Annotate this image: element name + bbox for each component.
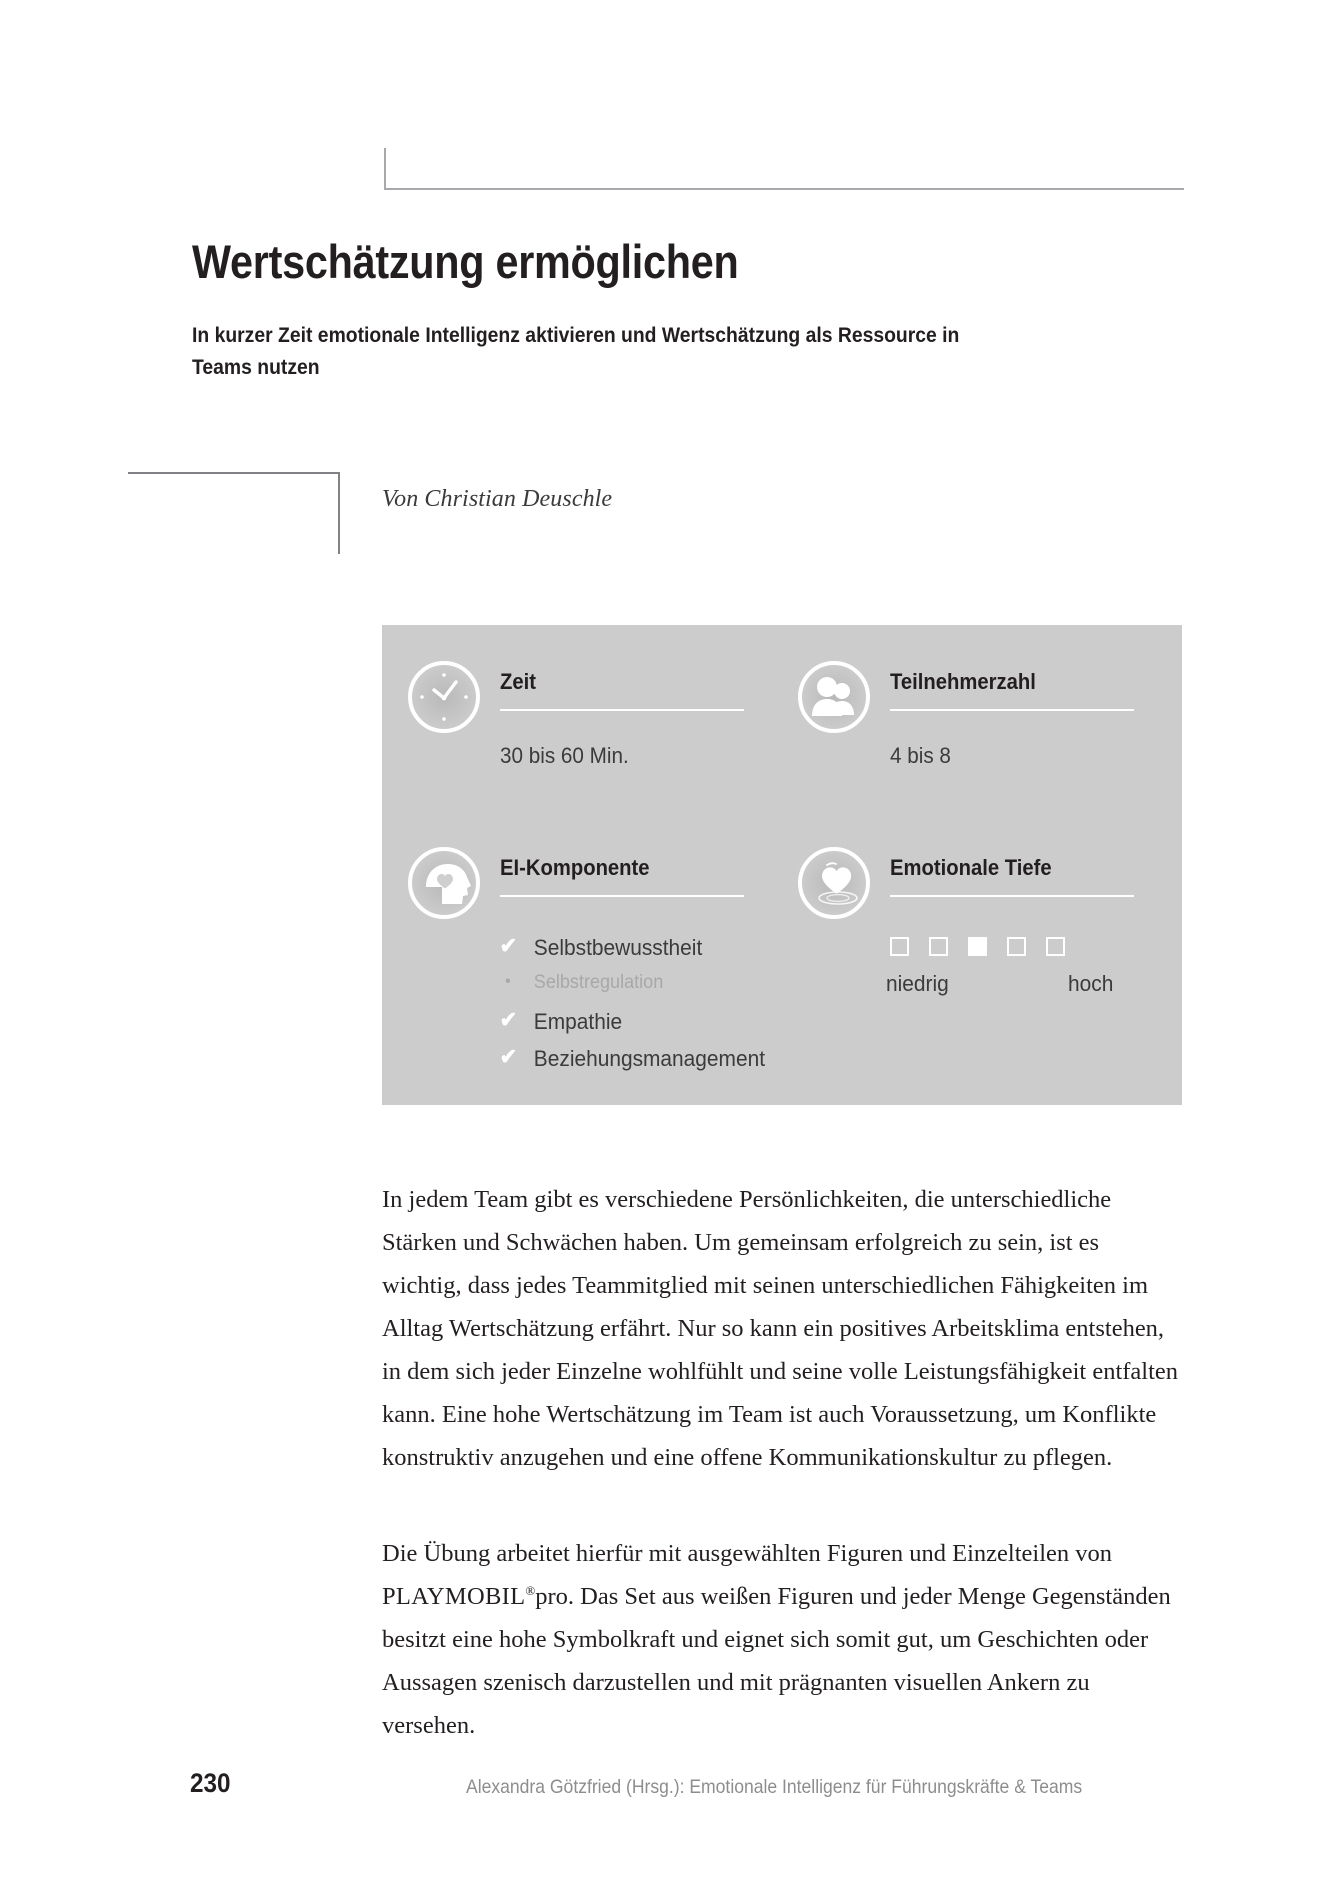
depth-step-4[interactable] — [1007, 937, 1026, 956]
list-item — [492, 972, 765, 1009]
info-box — [382, 625, 1182, 1105]
depth-low-label: niedrig — [886, 971, 949, 996]
info-value-zeit: 30 bis 60 Min. — [500, 743, 629, 768]
footer-credit: Alexandra Götzfried (Hrsg.): Emotionale Intelligenz für Führungskräfte & Teams — [466, 1776, 1083, 1798]
people-icon — [794, 657, 874, 737]
depth-step-2[interactable] — [929, 937, 948, 956]
info-underline-emotionale-tiefe — [890, 895, 1134, 897]
info-underline-teilnehmerzahl — [890, 709, 1134, 711]
info-cell-emotionale-tiefe — [794, 843, 1134, 996]
body-paragraph-1: In jedem Team gibt es verschiedene Persönlichkeiten, die unterschiedliche Stärken und Schwächen haben. Um gemeinsam erfolgreich zu sein, ist es wichtig, dass jedes Teammitglied mit seinen unterschiedlichen Fähigkeiten im Alltag Wertschätzung erfährt. Nur so kann ein positives Arbeitsklima entstehen, in dem sich jeder Einzelne wohlfühlt und seine volle Leistungsfähigkeit entfalten kann. Eine hohe Wertschätzung im Team ist auch Voraussetzung, um Konflikte konstruktiv anzugehen und eine offene Kommunikationskultur zu pflegen. — [382, 1186, 1179, 1471]
list-item-label: Selbstbewusstheit — [533, 935, 703, 960]
list-item — [492, 935, 765, 972]
info-cell-teilnehmerzahl-head — [794, 657, 1134, 741]
info-cell-emotionale-tiefe-head — [794, 843, 1134, 927]
check-icon: ✔ — [499, 933, 518, 958]
author-rule-horizontal — [128, 472, 340, 474]
headline-block — [192, 236, 1092, 384]
info-value-teilnehmerzahl: 4 bis 8 — [890, 743, 951, 768]
page-subtitle: In kurzer Zeit emotionale Intelligenz aktivieren und Wertschätzung als Ressource in Teams nutzen — [192, 322, 960, 380]
info-label-zeit: Zeit — [500, 669, 536, 694]
paragraph-2-tail: pro. Das Set aus weißen Figuren und jeder Menge Gegenständen besitzt eine hohe Symbolkraft und eignet sich somit gut, um Geschichten oder Aussagen szenisch darzustellen und mit prägnanten visuellen Ankern zu versehen. — [382, 1583, 1171, 1739]
clock-icon — [404, 657, 484, 737]
list-item — [492, 1009, 765, 1046]
list-item-label: Selbstregulation — [533, 972, 664, 993]
author-byline: Von Christian Deuschle — [382, 486, 613, 512]
list-item — [492, 1046, 765, 1083]
emotional-depth-scale[interactable] — [890, 937, 1065, 956]
paragraph-2-lead: Die Übung arbeitet hierfür mit ausgewählten Figuren und Einzelteilen von — [382, 1540, 1113, 1567]
list-item-label: Empathie — [533, 1009, 623, 1034]
registered-mark-icon: ® — [525, 1582, 536, 1598]
depth-high-label: hoch — [1068, 971, 1114, 996]
depth-step-3-selected[interactable] — [968, 937, 987, 956]
info-underline-ei-komponente — [500, 895, 744, 897]
page-number: 230 — [190, 1768, 231, 1798]
info-cell-zeit-head — [404, 657, 744, 741]
info-underline-zeit — [500, 709, 744, 711]
heart-ripple-icon — [794, 843, 874, 923]
body-paragraph-2 — [382, 1532, 1182, 1747]
top-rule-vertical — [384, 148, 386, 190]
info-label-ei-komponente: EI-Komponente — [500, 855, 650, 880]
info-cell-teilnehmerzahl — [794, 657, 1134, 768]
list-item-label: Beziehungsmanagement — [533, 1046, 766, 1071]
depth-step-1[interactable] — [890, 937, 909, 956]
emotional-depth-labels — [886, 971, 1116, 997]
info-cell-ei-komponente-head — [404, 843, 764, 927]
head-heart-icon — [404, 843, 484, 923]
check-icon: ✔ — [499, 1044, 518, 1069]
top-corner-rule — [384, 148, 1184, 190]
brand-name-playmobil: PLAYMOBIL — [382, 1583, 526, 1610]
check-icon: ✔ — [499, 1007, 518, 1032]
info-cell-ei-komponente — [404, 843, 766, 1071]
info-cell-zeit — [404, 657, 744, 768]
author-rule-vertical — [338, 472, 340, 554]
author-corner-rule — [128, 472, 340, 554]
top-rule-horizontal — [384, 188, 1184, 190]
info-label-teilnehmerzahl: Teilnehmerzahl — [890, 669, 1036, 694]
bullet-icon: • — [505, 973, 511, 990]
page-title: Wertschätzung ermöglichen — [192, 235, 739, 288]
depth-step-5[interactable] — [1046, 937, 1065, 956]
info-label-emotionale-tiefe: Emotionale Tiefe — [890, 855, 1052, 880]
ei-component-list — [492, 935, 779, 1083]
